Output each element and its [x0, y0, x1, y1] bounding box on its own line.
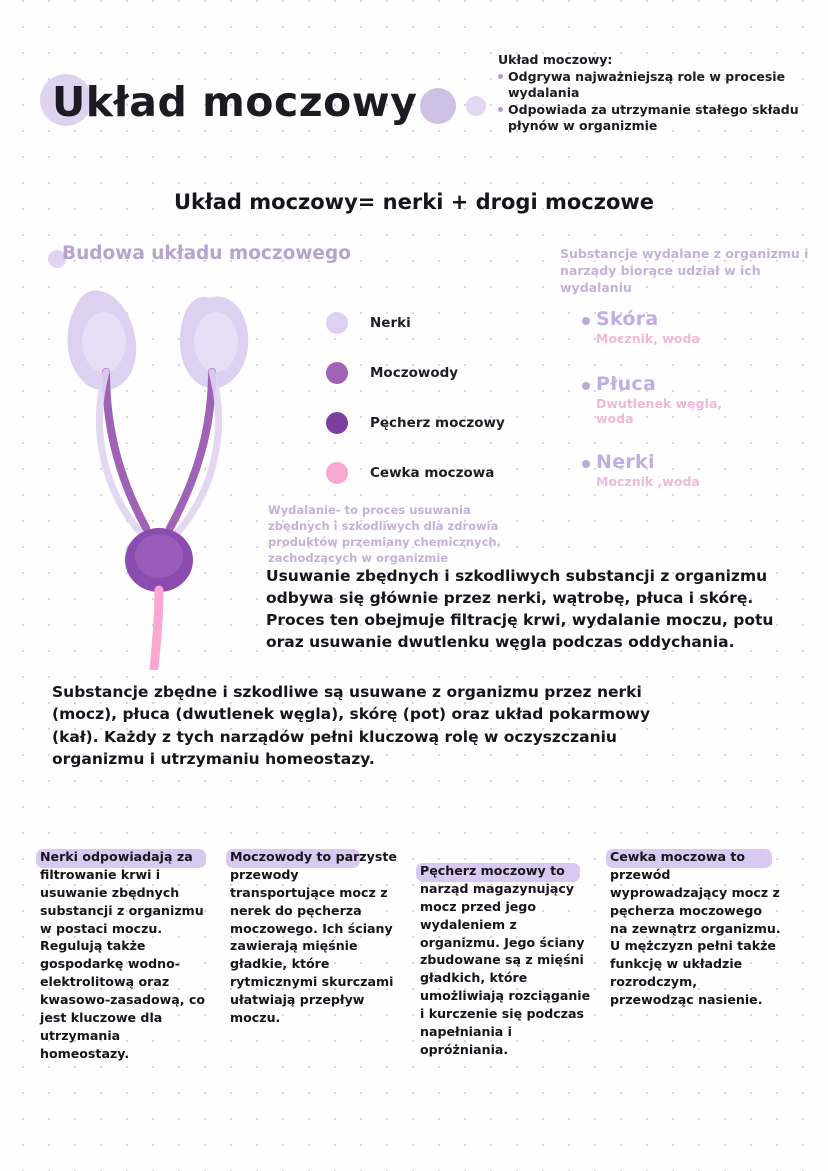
- title-decoration-blob-small: [466, 96, 486, 116]
- paragraph-homeostasis: Substancje zbędne i szkodliwe są usuwane z organizmu przez nerki (mocz), płuca (dwutlenek węgla), skórę (pot) oraz układ pokarmowy (kał). Każdy z tych narządów pełni kluczową rolę w oczyszczaniu organizmu i utrzymaniu homeostazy.: [52, 683, 651, 769]
- organ-substances: Dwutlenek węgla, woda: [596, 395, 723, 427]
- urethra-shape: [154, 590, 159, 668]
- organ-item-skora: [596, 308, 822, 347]
- column-nerki: [40, 848, 230, 1063]
- legend-label: Pęcherz moczowy: [370, 415, 505, 431]
- column-pecherz: [420, 848, 610, 1063]
- left-kidney-inner: [82, 312, 126, 372]
- legend-item-cewka: [326, 448, 505, 498]
- right-kidney-inner: [194, 312, 238, 372]
- definition-wydalanie: Wydalanie- to proces usuwania zbędnych i szkodliwych dla zdrowia produktów przemiany chemicznych, zachodzących w organizmie: [268, 503, 501, 565]
- legend-label: Nerki: [370, 315, 411, 331]
- legend-color-swatch-bladder: [326, 412, 348, 434]
- intro-callout: [498, 52, 808, 135]
- organ-substances: Mocznik, woda: [596, 331, 700, 346]
- legend-color-swatch-kidney: [326, 312, 348, 334]
- legend-label: Cewka moczowa: [370, 465, 495, 481]
- column-highlight-term: Pęcherz moczowy to: [420, 863, 565, 878]
- organ-item-pluca: [596, 373, 822, 427]
- section-heading-budowa: Budowa układu moczowego: [62, 243, 351, 264]
- column-highlight-term: Moczowody to: [230, 849, 332, 864]
- excretion-organ-list: [596, 308, 822, 516]
- page-title: Układ moczowy: [52, 78, 418, 126]
- legend-item-pecherz: [326, 398, 505, 448]
- right-ureter: [170, 372, 212, 528]
- legend-item-moczowody: [326, 348, 505, 398]
- organ-name: Skóra: [596, 308, 659, 330]
- column-cewka: [610, 848, 800, 1063]
- column-body: [40, 848, 212, 1063]
- column-body-text: parzyste przewody transportujące mocz z nerek do pęcherza moczowego. Ich ściany zawierają mięśnie gładkie, które rytmicznymi skurczami ułatwiają przepływ moczu.: [230, 849, 397, 1025]
- legend-color-swatch-ureter: [326, 362, 348, 384]
- organ-item-nerki: [596, 451, 822, 490]
- organ-bullet-icon: [582, 382, 590, 390]
- organ-description-columns: [40, 848, 800, 1063]
- equation-line: Układ moczowy= nerki + drogi moczowe: [173, 190, 655, 214]
- legend-item-nerki: [326, 298, 505, 348]
- legend-color-swatch-urethra: [326, 462, 348, 484]
- intro-callout-item: Odgrywa najważniejszą role w procesie wydalania: [498, 69, 808, 101]
- organ-name: Płuca: [596, 372, 657, 395]
- intro-callout-heading: Układ moczowy:: [498, 52, 613, 67]
- column-highlight-term: Cewka moczowa to: [610, 849, 746, 864]
- column-body: [230, 848, 402, 1027]
- column-highlight-term: Nerki odpowiadają za: [40, 849, 193, 864]
- column-body-text: przewód wyprowadzający mocz z pęcherza moczowego na zewnątrz organizmu. U mężczyzn pełni także funkcję w układzie rozrodczym, przewodząc nasienie.: [610, 866, 781, 1007]
- intro-callout-item: Odpowiada za utrzymanie stałego składu płynów w organizmie: [498, 102, 808, 134]
- column-body: [610, 848, 782, 1009]
- organ-name: Nerki: [596, 450, 655, 473]
- column-body-text: filtrowanie krwi i usuwanie zbędnych substancji z organizmu w postaci moczu. Regulują także gospodarkę wodno-elektrolitową oraz kwasowo-zasadową, co jest kluczowe dla utrzymania homeostazy.: [40, 866, 206, 1061]
- title-decoration-blob-right: [420, 88, 456, 124]
- organ-bullet-icon: [582, 317, 590, 325]
- bladder-inner: [135, 534, 183, 578]
- section-heading-substancje: Substancje wydalane z organizmu i narządy biorące udział w ich wydalaniu: [560, 246, 809, 295]
- column-body: [420, 862, 592, 1059]
- column-moczowody: [230, 848, 420, 1063]
- organ-bullet-icon: [582, 460, 590, 468]
- diagram-legend: [326, 298, 505, 498]
- organ-substances: Mocznik ,woda: [596, 473, 700, 489]
- column-body-text: narząd magazynujący mocz przed jego wydaleniem z organizmu. Jego ściany zbudowane są z mięśni gładkich, które umożliwiają rozciąganie i kurczenie się podczas napełniania i opróżniania.: [420, 880, 591, 1057]
- left-ureter: [106, 372, 146, 528]
- legend-label: Moczowody: [370, 365, 459, 381]
- paragraph-removal-of-substances: Usuwanie zbędnych i szkodliwych substancji z organizmu odbywa się głównie przez nerki, wątrobę, płuca i skórę. Proces ten obejmuje filtrację krwi, wydalanie moczu, potu oraz usuwanie dwutlenku węgla podczas oddychania.: [266, 567, 774, 651]
